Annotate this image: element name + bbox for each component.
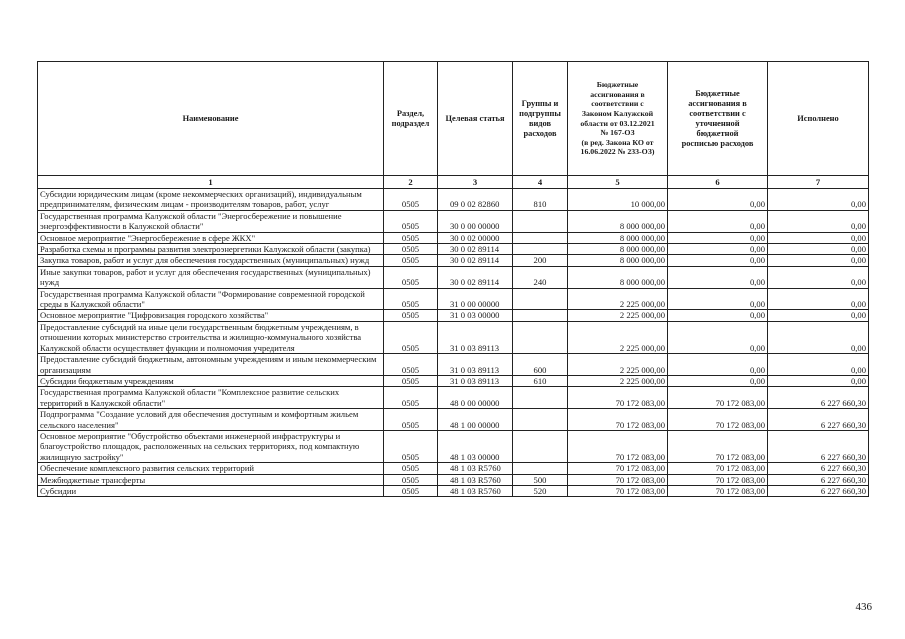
row-law-allocation: 70 172 083,00 (568, 430, 668, 462)
row-target-article: 31 0 00 00000 (438, 288, 513, 310)
row-law-allocation: 8 000 000,00 (568, 266, 668, 288)
row-name: Субсидии юридическим лицам (кроме некоммерческих организаций), индивидуальным предпринимателям, физическим лицам - производителям товаров, работ, услуг (38, 189, 384, 211)
header-name: Наименование (38, 62, 384, 176)
row-expense-group (513, 310, 568, 321)
row-executed: 0,00 (768, 288, 869, 310)
row-section: 0505 (384, 310, 438, 321)
table-row (38, 210, 869, 232)
row-executed: 6 227 660,30 (768, 430, 869, 462)
column-number: 5 (568, 176, 668, 189)
table-row (38, 387, 869, 409)
row-expense-group: 610 (513, 375, 568, 386)
row-law-allocation: 2 225 000,00 (568, 310, 668, 321)
row-target-article: 30 0 02 89114 (438, 255, 513, 266)
row-refined-allocation: 0,00 (668, 189, 768, 211)
row-executed: 0,00 (768, 354, 869, 376)
row-executed: 0,00 (768, 232, 869, 243)
row-law-allocation: 2 225 000,00 (568, 321, 668, 353)
row-expense-group (513, 387, 568, 409)
row-executed: 6 227 660,30 (768, 463, 869, 474)
row-expense-group (513, 321, 568, 353)
row-executed: 0,00 (768, 255, 869, 266)
row-refined-allocation: 0,00 (668, 288, 768, 310)
row-expense-group (513, 409, 568, 431)
row-section: 0505 (384, 244, 438, 255)
row-refined-allocation: 0,00 (668, 375, 768, 386)
row-target-article: 30 0 02 89114 (438, 266, 513, 288)
row-refined-allocation: 0,00 (668, 255, 768, 266)
row-refined-allocation: 0,00 (668, 244, 768, 255)
row-refined-allocation: 0,00 (668, 310, 768, 321)
row-name: Разработка схемы и программы развития электроэнергетики Калужской области (закупка) (38, 244, 384, 255)
row-name: Иные закупки товаров, работ и услуг для обеспечения государственных (муниципальных) нужд (38, 266, 384, 288)
table-row (38, 463, 869, 474)
table-row (38, 409, 869, 431)
row-name: Межбюджетные трансферты (38, 474, 384, 485)
row-name: Государственная программа Калужской области "Комплексное развитие сельских территорий в Калужской области" (38, 387, 384, 409)
column-number: 2 (384, 176, 438, 189)
row-law-allocation: 70 172 083,00 (568, 387, 668, 409)
row-target-article: 30 0 02 89114 (438, 244, 513, 255)
table-row (38, 310, 869, 321)
row-law-allocation: 2 225 000,00 (568, 375, 668, 386)
row-name: Подпрограмма "Создание условий для обеспечения доступным и комфортным жильем сельского населения" (38, 409, 384, 431)
header-executed: Исполнено (768, 62, 869, 176)
header-article: Целевая статья (438, 62, 513, 176)
row-target-article: 48 1 03 R5760 (438, 463, 513, 474)
row-law-allocation: 8 000 000,00 (568, 232, 668, 243)
row-expense-group: 200 (513, 255, 568, 266)
row-law-allocation: 70 172 083,00 (568, 485, 668, 496)
row-name: Основное мероприятие "Цифровизация городского хозяйства" (38, 310, 384, 321)
row-target-article: 31 0 03 89113 (438, 321, 513, 353)
row-expense-group: 240 (513, 266, 568, 288)
row-name: Основное мероприятие "Обустройство объектами инженерной инфраструктуры и благоустройство площадок, расположенных на сельских территориях, под компактную жилищную застройку" (38, 430, 384, 462)
row-name: Государственная программа Калужской области "Формирование современной городской среды в Калужской области" (38, 288, 384, 310)
row-target-article: 48 1 03 00000 (438, 430, 513, 462)
column-number: 4 (513, 176, 568, 189)
row-name: Субсидии (38, 485, 384, 496)
table-row (38, 485, 869, 496)
row-refined-allocation: 70 172 083,00 (668, 430, 768, 462)
row-target-article: 31 0 03 00000 (438, 310, 513, 321)
row-executed: 0,00 (768, 266, 869, 288)
table-row (38, 232, 869, 243)
row-section: 0505 (384, 266, 438, 288)
row-expense-group: 600 (513, 354, 568, 376)
row-section: 0505 (384, 375, 438, 386)
table-header-row (38, 62, 869, 176)
header-group: Группы и подгруппы видов расходов (513, 62, 568, 176)
row-expense-group: 520 (513, 485, 568, 496)
row-expense-group (513, 210, 568, 232)
row-expense-group: 500 (513, 474, 568, 485)
row-name: Закупка товаров, работ и услуг для обеспечения государственных (муниципальных) нужд (38, 255, 384, 266)
row-expense-group: 810 (513, 189, 568, 211)
row-section: 0505 (384, 430, 438, 462)
row-section: 0505 (384, 474, 438, 485)
row-target-article: 48 1 03 R5760 (438, 485, 513, 496)
column-number: 3 (438, 176, 513, 189)
row-section: 0505 (384, 321, 438, 353)
row-refined-allocation: 70 172 083,00 (668, 485, 768, 496)
row-law-allocation: 8 000 000,00 (568, 244, 668, 255)
table-row (38, 255, 869, 266)
header-law-allocations: Бюджетные ассигнования в соответствии с Законом Калужской области от 03.12.2021 № 167-ОЗ (в ред. Закона КО от 16.06.2022 № 233-ОЗ) (568, 62, 668, 176)
row-section: 0505 (384, 210, 438, 232)
column-number: 7 (768, 176, 869, 189)
row-name: Государственная программа Калужской области "Энергосбережение и повышение энергоэффективности в Калужской области" (38, 210, 384, 232)
row-name: Предоставление субсидий на иные цели государственным бюджетным учреждениям, в отношении которых министерство строительства и жилищно-коммунального хозяйства Калужской области осуществляет функции и полномочия учредителя (38, 321, 384, 353)
table-row (38, 474, 869, 485)
row-expense-group (513, 232, 568, 243)
column-number: 6 (668, 176, 768, 189)
column-number-row (38, 176, 869, 189)
row-target-article: 31 0 03 89113 (438, 354, 513, 376)
row-target-article: 48 1 00 00000 (438, 409, 513, 431)
row-law-allocation: 10 000,00 (568, 189, 668, 211)
row-refined-allocation: 0,00 (668, 321, 768, 353)
row-refined-allocation: 0,00 (668, 210, 768, 232)
row-executed: 0,00 (768, 210, 869, 232)
table-row (38, 266, 869, 288)
row-name: Субсидии бюджетным учреждениям (38, 375, 384, 386)
row-section: 0505 (384, 463, 438, 474)
row-target-article: 48 0 00 00000 (438, 387, 513, 409)
table-row (38, 321, 869, 353)
row-executed: 6 227 660,30 (768, 474, 869, 485)
row-refined-allocation: 70 172 083,00 (668, 387, 768, 409)
row-executed: 0,00 (768, 310, 869, 321)
row-target-article: 30 0 02 00000 (438, 232, 513, 243)
row-executed: 0,00 (768, 375, 869, 386)
row-refined-allocation: 0,00 (668, 266, 768, 288)
header-refined-allocations: Бюджетные ассигнования в соответствии с уточненной бюджетной росписью расходов (668, 62, 768, 176)
row-target-article: 31 0 03 89113 (438, 375, 513, 386)
row-target-article: 30 0 00 00000 (438, 210, 513, 232)
row-executed: 6 227 660,30 (768, 387, 869, 409)
row-executed: 6 227 660,30 (768, 409, 869, 431)
table-row (38, 430, 869, 462)
row-target-article: 09 0 02 82860 (438, 189, 513, 211)
header-section: Раздел, подраздел (384, 62, 438, 176)
row-refined-allocation: 70 172 083,00 (668, 463, 768, 474)
row-refined-allocation: 70 172 083,00 (668, 409, 768, 431)
row-section: 0505 (384, 189, 438, 211)
table-row (38, 375, 869, 386)
row-expense-group (513, 244, 568, 255)
row-section: 0505 (384, 288, 438, 310)
row-target-article: 48 1 03 R5760 (438, 474, 513, 485)
row-name: Обеспечение комплексного развития сельских территорий (38, 463, 384, 474)
row-section: 0505 (384, 409, 438, 431)
row-law-allocation: 2 225 000,00 (568, 288, 668, 310)
row-law-allocation: 8 000 000,00 (568, 255, 668, 266)
row-refined-allocation: 70 172 083,00 (668, 474, 768, 485)
row-section: 0505 (384, 387, 438, 409)
row-name: Предоставление субсидий бюджетным, автономным учреждениям и иным некоммерческим организациям (38, 354, 384, 376)
row-law-allocation: 2 225 000,00 (568, 354, 668, 376)
row-law-allocation: 70 172 083,00 (568, 409, 668, 431)
column-number: 1 (38, 176, 384, 189)
row-section: 0505 (384, 255, 438, 266)
row-refined-allocation: 0,00 (668, 232, 768, 243)
budget-table-sheet (37, 61, 868, 497)
row-law-allocation: 70 172 083,00 (568, 463, 668, 474)
row-section: 0505 (384, 232, 438, 243)
row-executed: 0,00 (768, 189, 869, 211)
row-executed: 0,00 (768, 321, 869, 353)
row-executed: 0,00 (768, 244, 869, 255)
row-law-allocation: 8 000 000,00 (568, 210, 668, 232)
row-refined-allocation: 0,00 (668, 354, 768, 376)
row-executed: 6 227 660,30 (768, 485, 869, 496)
table-row (38, 244, 869, 255)
table-row (38, 354, 869, 376)
page-number: 436 (855, 601, 872, 613)
row-name: Основное мероприятие "Энергосбережение в сфере ЖКХ" (38, 232, 384, 243)
budget-table (37, 61, 869, 497)
row-section: 0505 (384, 354, 438, 376)
row-law-allocation: 70 172 083,00 (568, 474, 668, 485)
table-row (38, 288, 869, 310)
row-expense-group (513, 288, 568, 310)
row-expense-group (513, 463, 568, 474)
row-section: 0505 (384, 485, 438, 496)
table-row (38, 189, 869, 211)
row-expense-group (513, 430, 568, 462)
